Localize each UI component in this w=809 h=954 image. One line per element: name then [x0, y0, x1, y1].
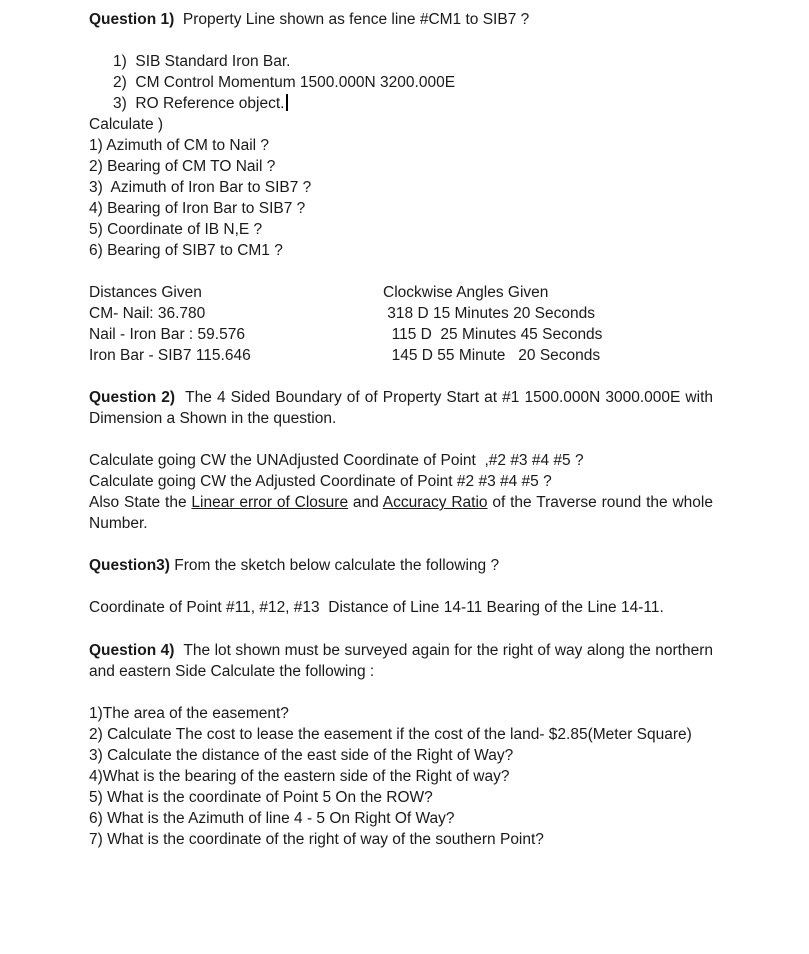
q2-link-accuracy-ratio: Accuracy Ratio	[382, 494, 488, 511]
text-cursor	[286, 94, 288, 111]
q1-calc-item: 3) Azimuth of Iron Bar to SIB7 ?	[89, 179, 312, 196]
q4-item: 3) Calculate the distance of the east side of the Right of Way?	[89, 747, 514, 764]
q2-title	[89, 387, 713, 429]
q1-calc-list	[89, 135, 713, 261]
distances-header: Distances Given	[89, 284, 202, 301]
distance-item: CM- Nail: 36.780	[89, 305, 206, 322]
q1-def	[113, 93, 713, 114]
q4-item: 6) What is the Azimuth of line 4 - 5 On Right Of Way?	[89, 810, 455, 827]
q2-line2: Calculate going CW the Adjusted Coordinate of Point #2 #3 #4 #5 ?	[89, 473, 552, 490]
distances-column	[89, 282, 251, 366]
q1-def: 2) CM Control Momentum 1500.000N 3200.000E	[113, 74, 456, 91]
q2-also-post: of the Traverse round the whole Number.	[89, 494, 713, 532]
q1-definitions	[89, 51, 713, 114]
q4-heading: Question 4)	[89, 642, 175, 659]
q1-calc-item: 1) Azimuth of CM to Nail ?	[89, 137, 270, 154]
q2-also-pre: Also State the	[89, 494, 192, 511]
q1-given-columns	[89, 282, 713, 366]
q4-item: 4)What is the bearing of the eastern side of the Right of way?	[89, 768, 510, 785]
q1-calc-item: 5) Coordinate of IB N,E ?	[89, 221, 263, 238]
q1-calc-item: 2) Bearing of CM TO Nail ?	[89, 158, 276, 175]
q1-text: Property Line shown as fence line #CM1 to SIB7 ?	[174, 11, 530, 28]
q3-text: From the sketch below calculate the following ?	[169, 557, 500, 574]
angles-header: Clockwise Angles Given	[383, 284, 549, 301]
q1-title	[89, 9, 713, 30]
q4-list	[89, 703, 713, 850]
q2-line1: Calculate going CW the UNAdjusted Coordinate of Point ,#2 #3 #4 #5 ?	[89, 452, 584, 469]
distance-item: Nail - Iron Bar : 59.576	[89, 326, 245, 343]
q3-line: Coordinate of Point #11, #12, #13 Distance of Line 14-11 Bearing of the Line 14-11.	[89, 599, 664, 616]
angle-item: 115 D 25 Minutes 45 Seconds	[383, 326, 603, 343]
q4-text: The lot shown must be surveyed again for the right of way along the northern and eastern Side Calculate the following :	[89, 642, 713, 680]
angle-item: 145 D 55 Minute 20 Seconds	[383, 347, 601, 364]
q1-def-text: 3) RO Reference object.	[113, 95, 285, 112]
q1-heading: Question 1)	[89, 11, 175, 28]
angle-item: 318 D 15 Minutes 20 Seconds	[383, 305, 595, 322]
q2-text: The 4 Sided Boundary of of Property Start at #1 1500.000N 3000.000E with Dimension a Shown in the question.	[89, 389, 713, 427]
q2-also	[89, 492, 713, 534]
q4-item: 5) What is the coordinate of Point 5 On the ROW?	[89, 789, 433, 806]
q4-item: 2) Calculate The cost to lease the easement if the cost of the land- $2.85(Meter Square)	[89, 726, 692, 743]
q1-calc-item: 6) Bearing of SIB7 to CM1 ?	[89, 242, 283, 259]
q3-title	[89, 555, 713, 576]
q2-heading: Question 2)	[89, 389, 176, 406]
q3-heading: Question3)	[89, 557, 170, 574]
q1-calc-label: Calculate )	[89, 116, 164, 133]
q1-calc-item: 4) Bearing of Iron Bar to SIB7 ?	[89, 200, 306, 217]
angles-column	[383, 282, 602, 366]
q2-and: and	[348, 494, 383, 511]
q2-link-linear-error: Linear error of Closure	[191, 494, 349, 511]
q4-item: 1)The area of the easement?	[89, 705, 289, 722]
q4-item: 7) What is the coordinate of the right of way of the southern Point?	[89, 831, 544, 848]
q1-def: 1) SIB Standard Iron Bar.	[113, 53, 291, 70]
document-page	[89, 0, 713, 850]
q4-title	[89, 640, 713, 682]
distance-item: Iron Bar - SIB7 115.646	[89, 347, 251, 364]
